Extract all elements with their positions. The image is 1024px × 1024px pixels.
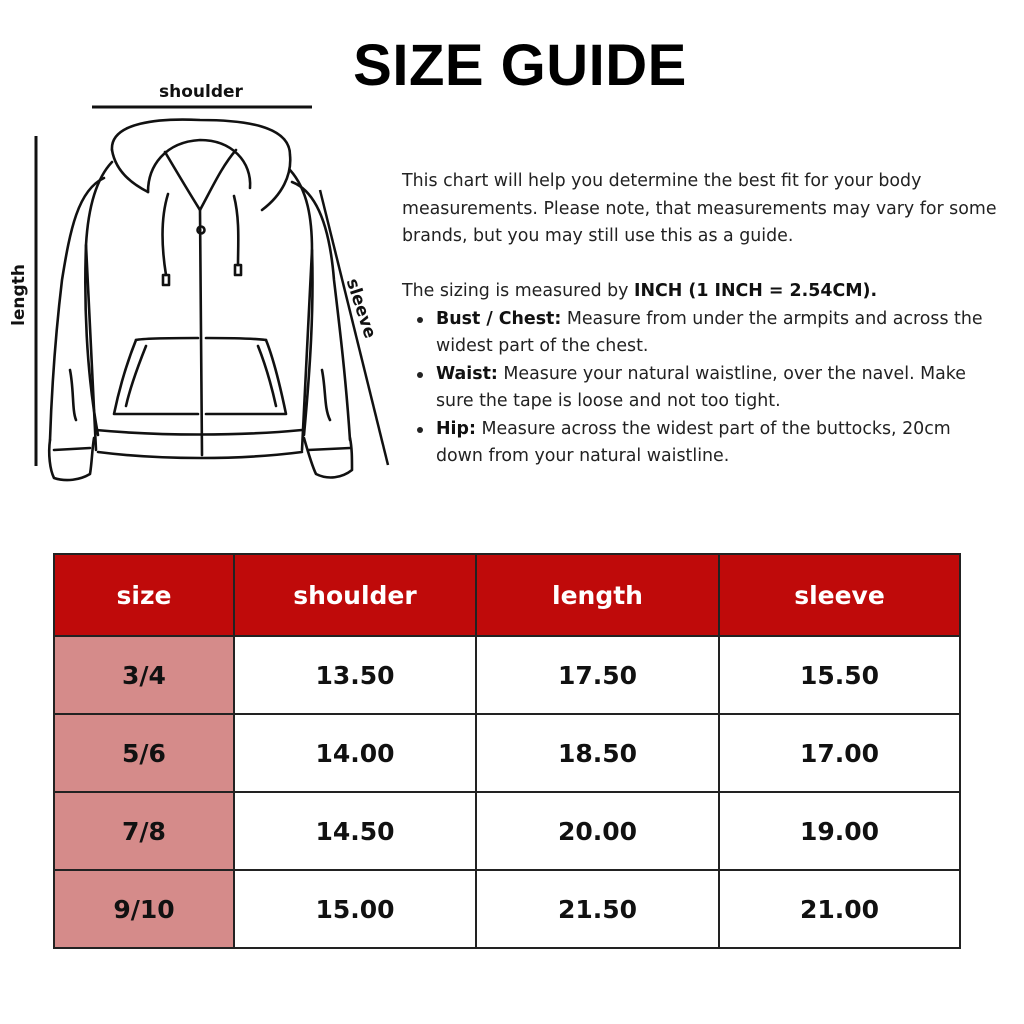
header-sleeve: sleeve bbox=[719, 554, 960, 636]
header-shoulder: shoulder bbox=[234, 554, 476, 636]
hoodie-icon bbox=[49, 120, 352, 481]
header-length: length bbox=[476, 554, 719, 636]
length-cell: 20.00 bbox=[476, 792, 719, 870]
header-size: size bbox=[54, 554, 234, 636]
bullet-term: Waist: bbox=[436, 363, 498, 384]
table-row bbox=[54, 870, 960, 948]
shoulder-label: shoulder bbox=[159, 82, 243, 102]
list-item-waist bbox=[436, 361, 1002, 416]
intro-paragraph: This chart will help you determine the best fit for your body measurements. Please note, that measurements may vary for some brands, but you may still use this as a guide. bbox=[402, 171, 997, 246]
bullet-term: Bust / Chest: bbox=[436, 308, 562, 329]
size-cell: 7/8 bbox=[54, 792, 234, 870]
size-cell: 9/10 bbox=[54, 870, 234, 948]
page-title: SIZE GUIDE bbox=[353, 33, 687, 98]
length-cell: 17.50 bbox=[476, 636, 719, 714]
intro-text bbox=[402, 168, 1002, 471]
shoulder-cell: 15.00 bbox=[234, 870, 476, 948]
sleeve-cell: 21.00 bbox=[719, 870, 960, 948]
table-header-row bbox=[54, 554, 960, 636]
table-row bbox=[54, 792, 960, 870]
hoodie-diagram bbox=[0, 70, 400, 490]
length-cell: 21.50 bbox=[476, 870, 719, 948]
sleeve-label: sleeve bbox=[341, 276, 380, 341]
bullet-text: Measure across the widest part of the buttocks, 20cm down from your natural waistline. bbox=[436, 418, 951, 466]
table-row bbox=[54, 714, 960, 792]
bullet-text: Measure your natural waistline, over the navel. Make sure the tape is loose and not too tight. bbox=[436, 363, 966, 411]
size-cell: 5/6 bbox=[54, 714, 234, 792]
length-cell: 18.50 bbox=[476, 714, 719, 792]
sleeve-cell: 15.50 bbox=[719, 636, 960, 714]
sleeve-cell: 17.00 bbox=[719, 714, 960, 792]
sleeve-cell: 19.00 bbox=[719, 792, 960, 870]
sizing-note bbox=[402, 278, 1002, 306]
shoulder-cell: 13.50 bbox=[234, 636, 476, 714]
bullet-term: Hip: bbox=[436, 418, 476, 439]
size-table bbox=[53, 553, 961, 949]
size-cell: 3/4 bbox=[54, 636, 234, 714]
shoulder-cell: 14.50 bbox=[234, 792, 476, 870]
list-item-hip bbox=[436, 416, 1002, 471]
list-item-bust bbox=[436, 306, 1002, 361]
bullet-text: Measure from under the armpits and across the widest part of the chest. bbox=[436, 308, 983, 356]
shoulder-cell: 14.00 bbox=[234, 714, 476, 792]
measurement-list bbox=[402, 306, 1002, 471]
sizing-unit: INCH (1 INCH = 2.54CM). bbox=[634, 281, 878, 301]
sizing-prefix: The sizing is measured by bbox=[402, 281, 635, 301]
length-label: length bbox=[9, 264, 29, 326]
table-row bbox=[54, 636, 960, 714]
